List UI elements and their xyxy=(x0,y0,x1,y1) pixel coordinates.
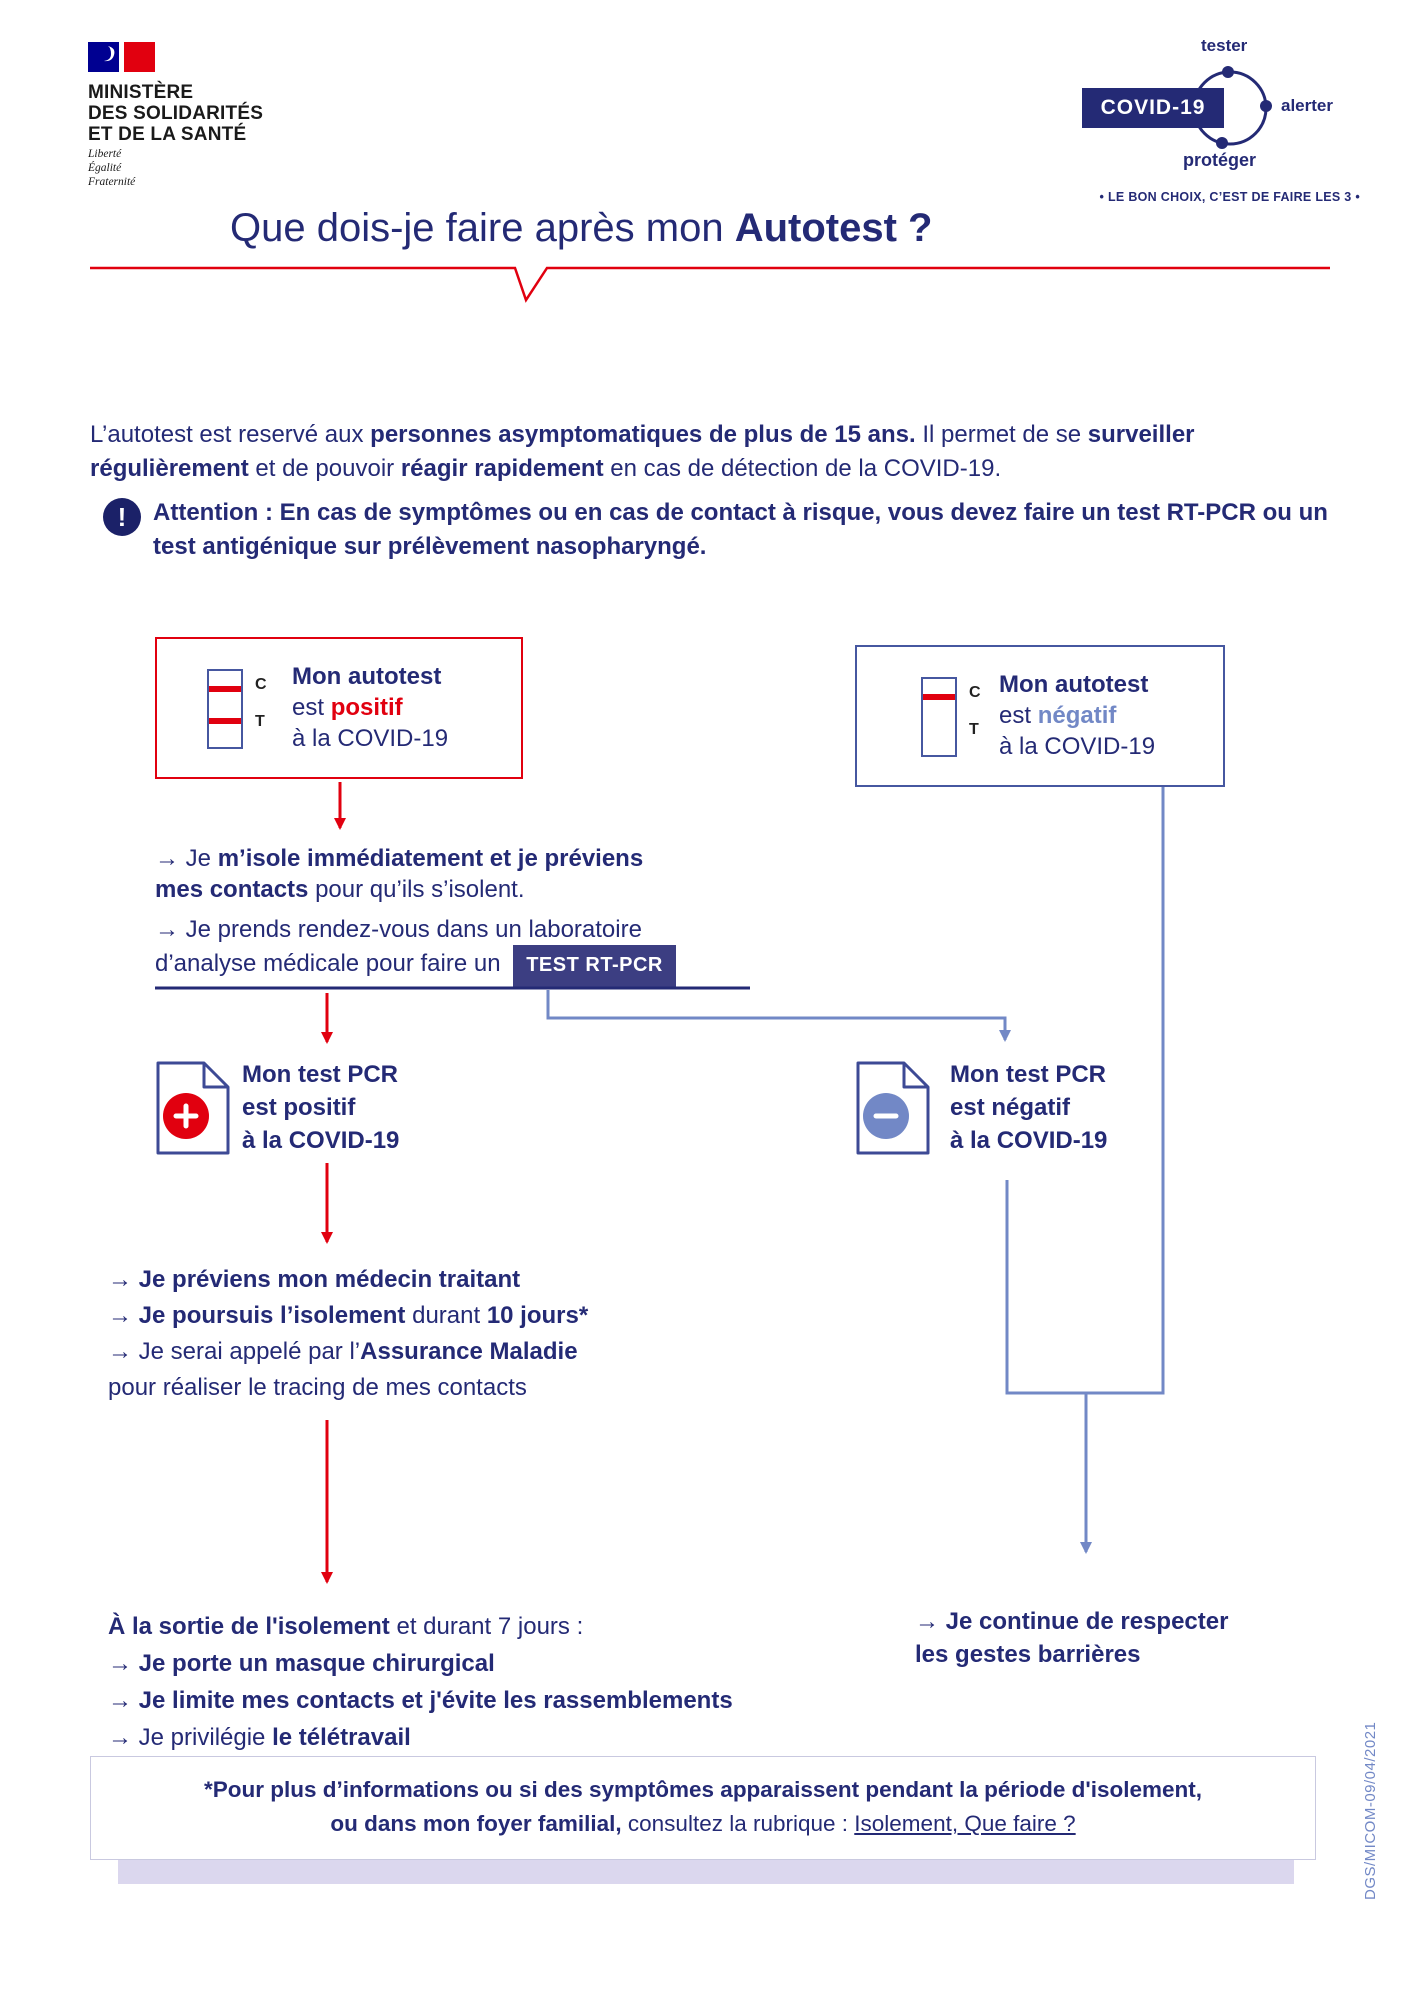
test-cassette-positive-icon xyxy=(207,669,243,749)
autotest-positive-text: Mon autotest est positif à la COVID-19 xyxy=(292,663,449,752)
covid-word-tester: tester xyxy=(1201,36,1248,55)
document-positive-icon xyxy=(155,1060,231,1156)
intro-paragraph: L’autotest est reservé aux personnes asymptomatiques de plus de 15 ans. Il permet de se surveiller régulièrement et de pouvoir réagir rapidement en cas de détection de la COVID-19. xyxy=(90,421,1195,482)
ministry-name: MINISTÈRE DES SOLIDARITÉS ET DE LA SANTÉ xyxy=(88,82,264,145)
covid-word-proteger: protéger xyxy=(1183,150,1257,170)
c-label: C xyxy=(969,684,981,701)
step1-isolate-text: → Je m’isole immédiatement et je préviens mes contacts pour qu’ils s’isolent. xyxy=(155,845,644,903)
footer-line2: ou dans mon foyer familial, consultez la rubrique : Isolement, Que faire ? xyxy=(330,1811,1076,1836)
step1-lab-text: → Je prends rendez-vous dans un laboratoire d’analyse médicale pour faire un TEST RT-PCR xyxy=(155,914,795,987)
covid-word-alerter: alerter xyxy=(1281,96,1333,115)
autotest-negative-text: Mon autotest est négatif à la COVID-19 xyxy=(999,671,1156,760)
pcr-positive-actions: → Je préviens mon médecin traitant → Je poursuis l’isolement durant 10 jours* → Je serai appelé par l’Assurance Maladie pour réaliser le tracing de mes contacts xyxy=(108,1266,589,1401)
exclamation-icon: ! xyxy=(103,498,141,536)
exit-isolation-block: À la sortie de l'isolement et durant 7 jours : → Je porte un masque chirurgical → Je limite mes contacts et j'évite les rassemblements → Je privilégie le télétravail xyxy=(108,1613,733,1751)
attention-text: Attention : En cas de symptômes ou en cas de contact à risque, vous devez faire un test RT-PCR ou un test antigénique sur prélèvement nasopharyngé. xyxy=(153,499,1328,560)
footer-shadow xyxy=(118,1856,1294,1884)
pcr-positive-text: Mon test PCR est positif à la COVID-19 xyxy=(242,1061,400,1154)
pcr-negative-text: Mon test PCR est négatif à la COVID-19 xyxy=(950,1061,1108,1154)
document-reference: DGS/MICOM-09/04/2021 xyxy=(1362,1721,1379,1900)
test-cassette-negative-icon xyxy=(921,677,957,757)
autotest-positive-box xyxy=(155,637,523,779)
footer-note-box xyxy=(90,1756,1316,1860)
arrow-step1-to-pcr-negative xyxy=(548,990,1005,1040)
title-underline-with-tail xyxy=(90,268,1330,300)
step1-block xyxy=(155,843,795,987)
t-line xyxy=(209,718,241,724)
test-rt-pcr-badge: TEST RT-PCR xyxy=(513,945,676,987)
covid19-badge: COVID-19 xyxy=(1082,88,1224,128)
autotest-negative-box xyxy=(855,645,1225,787)
c-line xyxy=(209,686,241,692)
t-label: T xyxy=(969,721,979,738)
french-flag-icon xyxy=(88,42,158,72)
footer-line1: *Pour plus d’informations ou si des symptômes apparaissent pendant la période d'isolement, xyxy=(203,1777,1203,1802)
isolement-link[interactable]: Isolement, Que faire ? xyxy=(854,1811,1076,1836)
c-label: C xyxy=(255,676,267,693)
document-negative-icon xyxy=(855,1060,931,1156)
ministry-motto: Liberté Égalité Fraternité xyxy=(88,148,136,188)
continue-gestures-text: → Je continue de respecter les gestes barrières xyxy=(915,1608,1229,1668)
t-label: T xyxy=(255,713,265,730)
c-line xyxy=(923,694,955,700)
covid-tagline: • LE BON CHOIX, C’EST DE FAIRE LES 3 • xyxy=(1099,190,1360,204)
page-title: Que dois-je faire après mon Autotest ? xyxy=(230,206,933,250)
covid19-tap-logo xyxy=(1055,28,1365,178)
